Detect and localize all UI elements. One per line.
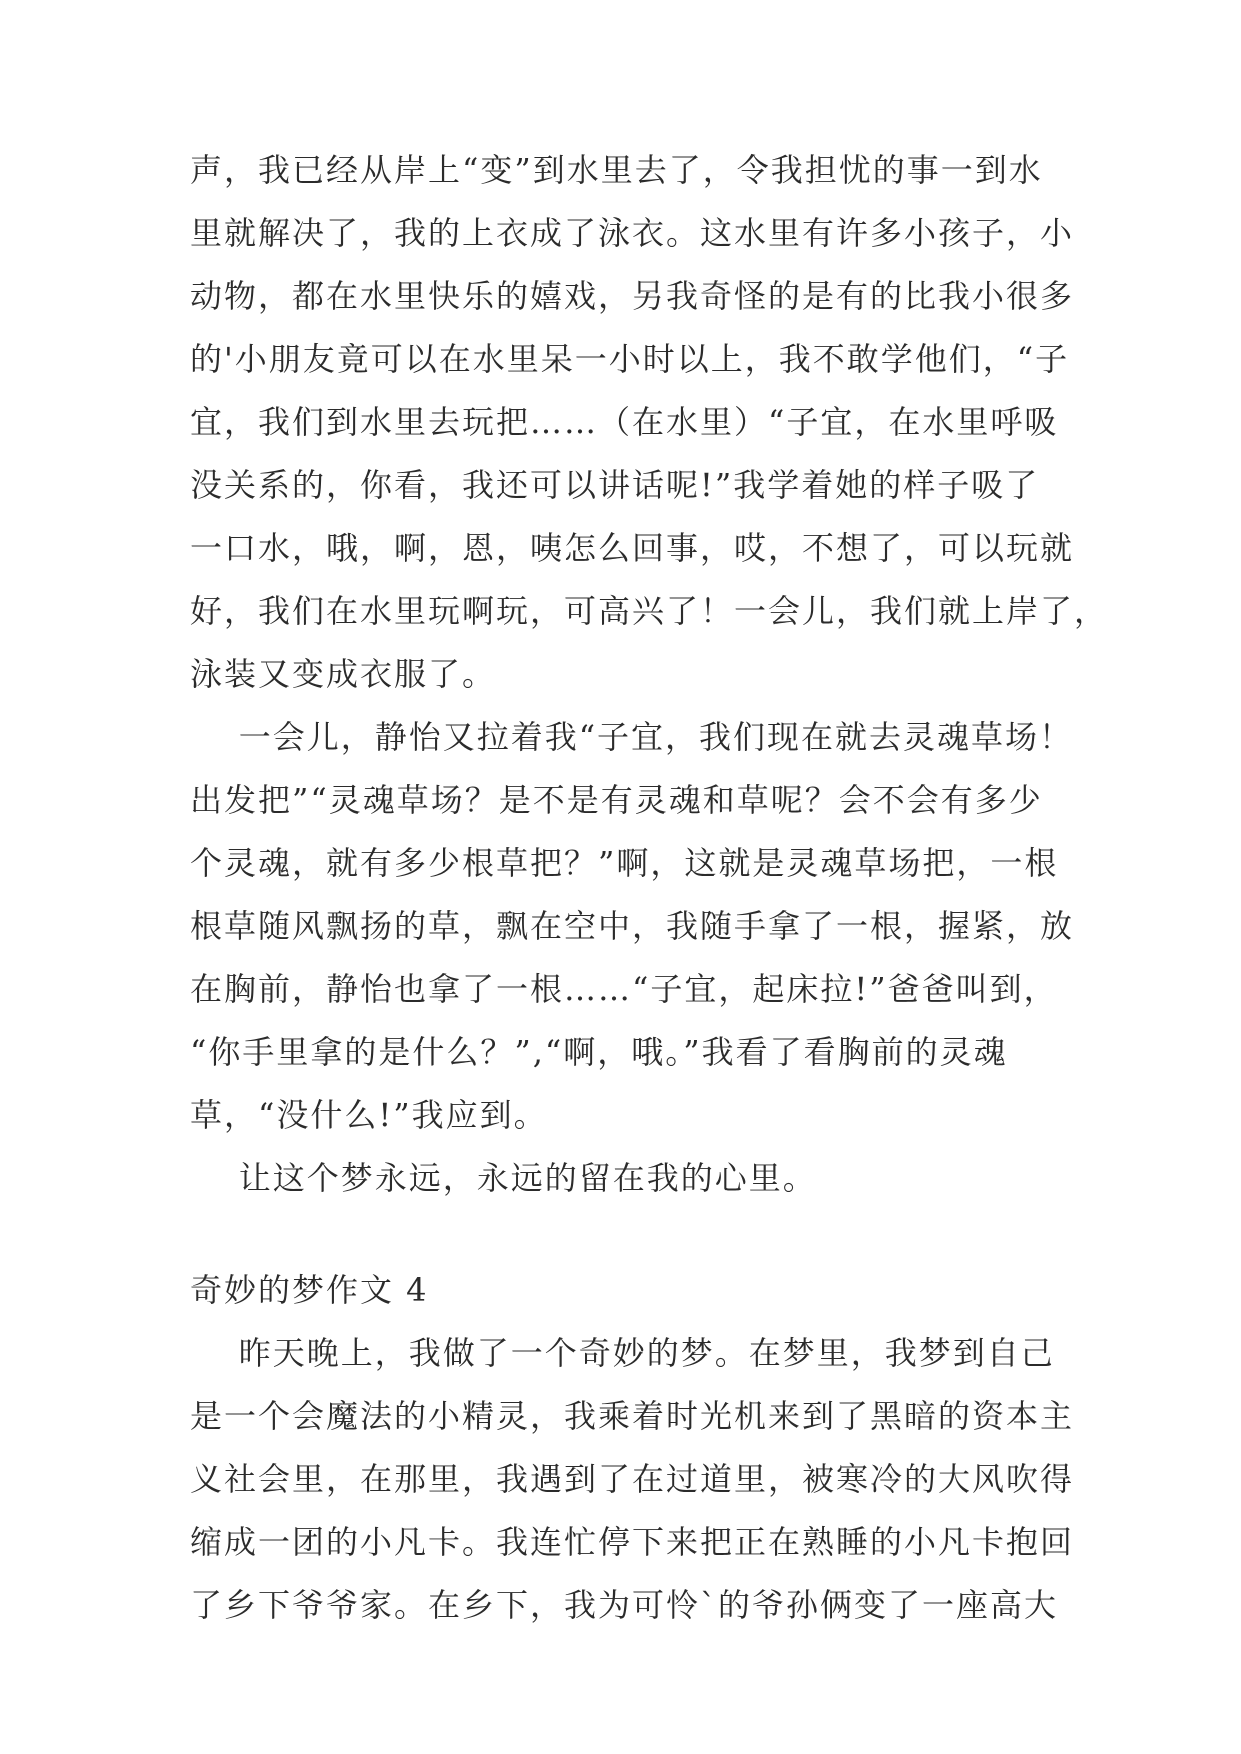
- paragraph-line: 里就解决了，我的上衣成了泳衣。这水里有许多小孩子，小: [190, 214, 1075, 252]
- paragraph-line: “你手里拿的是什么？”,“啊，哦。”我看了看胸前的灵魂: [190, 1033, 1008, 1071]
- paragraph-line: 个灵魂，就有多少根草把？”啊，这就是灵魂草场把，一根: [190, 844, 1059, 882]
- paragraph-line: 声，我已经从岸上“变”到水里去了，令我担忧的事一到水: [190, 151, 1043, 189]
- paragraph-line: 是一个会魔法的小精灵，我乘着时光机来到了黑暗的资本主: [190, 1397, 1075, 1435]
- paragraph-line: 好，我们在水里玩啊玩，可高兴了！一会儿，我们就上岸了，: [190, 592, 1109, 630]
- paragraph-line: 缩成一团的小凡卡。我连忙停下来把正在熟睡的小凡卡抱回: [190, 1523, 1075, 1561]
- paragraph-line: 没关系的，你看，我还可以讲话呢!”我学着她的样子吸了: [190, 466, 1040, 504]
- paragraph-line: 一口水，哦，啊，恩，咦怎么回事，哎，不想了，可以玩就: [190, 529, 1075, 567]
- paragraph-line: 的'小朋友竟可以在水里呆一小时以上，我不敢学他们，“子: [190, 340, 1070, 378]
- paragraph-line: 草，“没什么!”我应到。: [190, 1096, 548, 1134]
- section-heading: 奇妙的梦作文 4: [190, 1271, 429, 1309]
- paragraph-line: 一会儿，静怡又拉着我“子宜，我们现在就去灵魂草场！: [190, 718, 1074, 756]
- paragraph-line: 昨天晚上，我做了一个奇妙的梦。在梦里，我梦到自己: [190, 1334, 1055, 1372]
- paragraph-line: 在胸前，静怡也拿了一根……“子宜，起床拉!”爸爸叫到，: [190, 970, 1058, 1008]
- paragraph-line: 根草随风飘扬的草，飘在空中，我随手拿了一根，握紧，放: [190, 907, 1075, 945]
- paragraph-line: 动物，都在水里快乐的嬉戏，另我奇怪的是有的比我小很多: [190, 277, 1075, 315]
- paragraph-line: 让这个梦永远，永远的留在我的心里。: [190, 1159, 817, 1197]
- paragraph-line: 宜，我们到水里去玩把……（在水里）“子宜，在水里呼吸: [190, 403, 1059, 441]
- paragraph-line: 出发把”“灵魂草场？是不是有灵魂和草呢？会不会有多少: [190, 781, 1043, 819]
- paragraph-line: 了乡下爷爷家。在乡下，我为可怜`的爷孙俩变了一座高大: [190, 1586, 1059, 1624]
- paragraph-line: 泳装又变成衣服了。: [190, 655, 497, 693]
- paragraph-line: 义社会里，在那里，我遇到了在过道里，被寒冷的大风吹得: [190, 1460, 1075, 1498]
